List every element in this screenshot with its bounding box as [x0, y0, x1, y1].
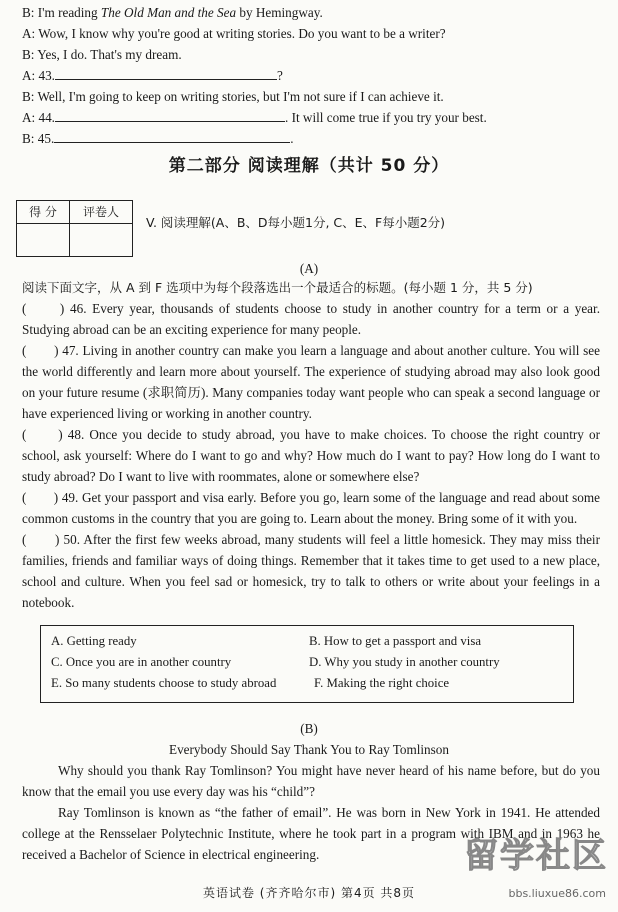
- dialogue-line-3: B: Yes, I do. That's my dream.: [22, 47, 182, 62]
- answer-blank-44[interactable]: [55, 108, 285, 122]
- paragraph-50: [22, 529, 600, 613]
- answer-paren[interactable]: ( ): [22, 343, 59, 358]
- question-label: A: 44.: [22, 110, 55, 125]
- passage-paragraph-1: Why should you thank Ray Tomlinson? You might have never heard of his name before, but do you know that the email you use every day was his “child”?: [22, 763, 600, 799]
- option-b: B. How to get a passport and visa: [309, 634, 482, 648]
- paragraph-48: [22, 424, 600, 487]
- watermark-url: bbs.liuxue86.com: [508, 887, 606, 900]
- option-d: D. Why you study in another country: [309, 655, 500, 669]
- option-e: E. So many students choose to study abroad: [51, 676, 277, 690]
- dialogue-text: by Hemingway.: [236, 5, 323, 20]
- dialogue-line-2: A: Wow, I know why you're good at writing stories. Do you want to be a writer?: [22, 26, 446, 41]
- dialogue-line-5: B: Well, I'm going to keep on writing stories, but I'm not sure if I can achieve it.: [22, 89, 444, 104]
- section-heading: V. 阅读理解(A、B、D每小题1分, C、E、F每小题2分): [146, 215, 446, 230]
- score-cell[interactable]: [17, 224, 70, 257]
- question-end: .: [290, 131, 294, 146]
- passage-title: Everybody Should Say Thank You to Ray Tomlinson: [169, 742, 449, 757]
- passage-paragraph-2: Ray Tomlinson is known as “the father of email”. He was born in New York in 1941. He attended college at the Rensselaer Polytechnic Institute, where he took part in a program with IBM and in 1963 he received a Bachelor of Science in electrical engineering.: [22, 805, 600, 862]
- question-label: B: 45.: [22, 131, 55, 146]
- option-a: A. Getting ready: [51, 634, 137, 648]
- paragraph-49: [22, 487, 600, 529]
- option-f: F. Making the right choice: [314, 676, 450, 690]
- part-title: 第二部分 阅读理解（共计 50 分）: [168, 156, 450, 176]
- answer-paren[interactable]: ( ): [22, 427, 63, 442]
- paragraph-text: 49. Get your passport and visa early. Before you go, learn some of the language and read about some common customs in the country that you are going to. Learn about the money. Bring some of it with you.: [22, 490, 600, 526]
- answer-paren[interactable]: ( ): [22, 490, 59, 505]
- grader-header: 评卷人: [70, 201, 133, 224]
- paragraph-text: 47. Living in another country can make you learn a language and about another culture. You will see the world differently and learn more about yourself. The experience of studying abroad may also look good on your future resume (求职简历). Many companies today want people who can speak a second language or have experienced living or working in another country.: [22, 343, 600, 421]
- answer-blank-45[interactable]: [54, 129, 290, 143]
- paragraph-46: [22, 298, 600, 340]
- answer-blank-43[interactable]: [55, 66, 277, 80]
- page-footer: 英语试卷 (齐齐哈尔市) 第4页 共8页: [202, 886, 416, 900]
- options-box: [40, 625, 574, 703]
- grader-cell[interactable]: [70, 224, 133, 257]
- score-header: 得 分: [17, 201, 70, 224]
- paragraph-47: [22, 340, 600, 424]
- answer-paren[interactable]: ( ): [22, 301, 65, 316]
- book-title: The Old Man and the Sea: [100, 5, 237, 20]
- dialogue-line-1: [22, 2, 323, 23]
- paragraph-text: 46. Every year, thousands of students choose to study in another country for a term or a year. Studying abroad can be an exciting experience for many people.: [22, 301, 600, 337]
- question-45: [22, 128, 294, 149]
- question-44: [22, 107, 487, 128]
- question-43: [22, 65, 283, 86]
- answer-paren[interactable]: ( ): [22, 532, 60, 547]
- question-end: . It will come true if you try your best.: [284, 110, 487, 125]
- dialogue-text: B: I'm reading: [22, 5, 101, 20]
- question-label: A: 43.: [22, 68, 55, 83]
- paragraph-text: 48. Once you decide to study abroad, you have to make choices. To choose the right country or school, ask yourself: Where do I want to go and why? How much do I want to pay? How long do I want to study abroad? Do I want to live with roommates, alone or somewhere else?: [22, 427, 600, 484]
- watermark-logo: [442, 836, 612, 906]
- section-b-label: (B): [300, 721, 318, 736]
- watermark-text: 留学社区: [464, 836, 608, 876]
- section-a-label: (A): [299, 261, 319, 276]
- section-a-instruction: 阅读下面文字，从 A 到 F 选项中为每个段落选出一个最适合的标题。(每小题 1 分，共 5 分): [22, 280, 533, 295]
- question-end: ?: [276, 68, 283, 83]
- option-c: C. Once you are in another country: [51, 655, 232, 669]
- score-table: [16, 200, 133, 257]
- paragraph-text: 50. After the first few weeks abroad, many students will feel a little homesick. They may miss their families, friends and familiar ways of doing things. Remember that it takes time to get used to a new place, school and culture. When you feel sad or homesick, try to talk to others or write about your feelings in a notebook.: [22, 532, 600, 610]
